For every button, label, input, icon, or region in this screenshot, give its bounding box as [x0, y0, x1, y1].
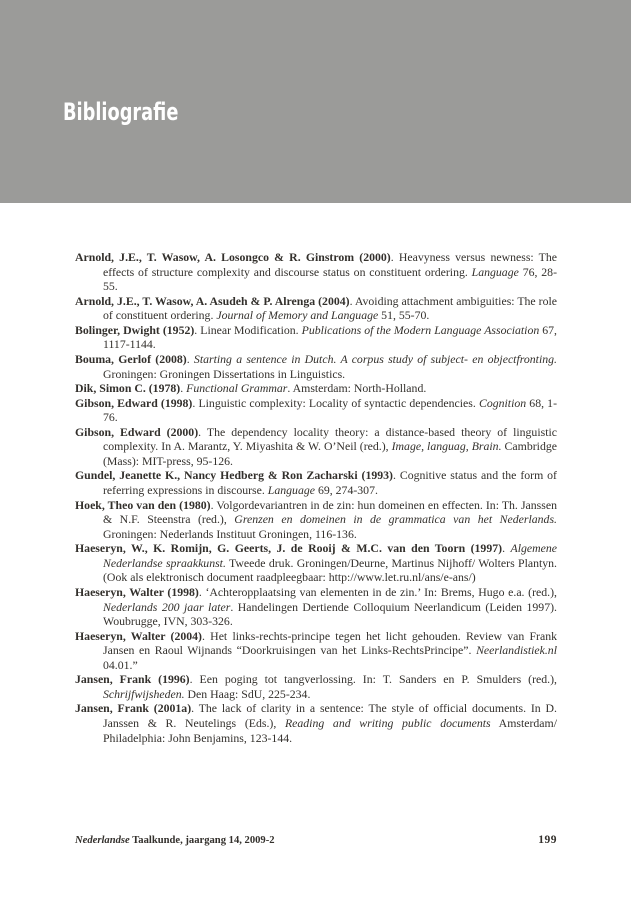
bibliography-entry	[75, 425, 557, 469]
entry-segment: . Heavyness versus newness: The effects of structure complexity and discourse status on constituent ordering.	[103, 250, 557, 279]
page-footer	[75, 834, 557, 846]
entry-segment: .	[180, 381, 187, 396]
bibliography-entry	[75, 672, 557, 701]
entry-segment: . ‘Achteropplaatsing van elementen in de zin.’ In: Brems, Hugo e.a. (red.),	[198, 584, 557, 599]
entry-segment: . Volgordevariantren in de zin: hun domeinen en effecten. In: Th. Janssen & N.F. Steenstra (red.),	[103, 497, 557, 527]
bibliography-entry	[75, 585, 557, 629]
page-number: 199	[538, 834, 557, 846]
entry-segment: Cambridge (Mass): MIT-press, 95-126.	[103, 439, 557, 468]
page-header-band	[0, 0, 631, 203]
entry-segment: Reading and writing public documents	[284, 716, 491, 730]
entry-segment: Gibson, Edward (2000)	[75, 424, 199, 439]
bibliography-entry	[75, 323, 557, 352]
entry-segment: . Cognitive status and the form of referring expressions in discourse.	[103, 468, 557, 497]
entry-segment: Starting a sentence in Dutch. A corpus study of subject- en objectfronting.	[193, 351, 557, 366]
entry-segment: Functional Grammar	[186, 381, 288, 396]
entry-segment: Haeseryn, Walter (2004)	[75, 628, 202, 643]
bibliography-list	[75, 250, 557, 745]
entry-segment: . Handelingen Dertiende Colloquium Neerlandicum (Leiden 1997). Woubrugge, IVN, 303-326.	[103, 599, 557, 629]
entry-segment: 67, 1117-1144.	[103, 322, 558, 352]
entry-segment: .	[502, 541, 511, 556]
entry-segment: . Avoiding attachment ambiguities: The role of constituent ordering.	[103, 293, 557, 323]
journal-issue-text: Taalkunde, jaargang 14, 2009-2	[129, 835, 275, 846]
entry-segment: Groningen: Nederlands Instituut Groningen, 116-136.	[103, 526, 357, 541]
entry-segment: Den Haag: SdU, 225-234.	[184, 686, 311, 701]
entry-segment: Amsterdam/ Philadelphia: John Benjamins, 123-144.	[103, 716, 557, 745]
entry-segment: Haeseryn, W., K. Romijn, G. Geerts, J. de Rooij & M.C. van den Toorn (1997)	[75, 541, 503, 556]
entry-segment: . Amsterdam: North-Holland.	[287, 381, 427, 396]
entry-segment: Neerlandistiek.nl	[476, 643, 557, 658]
bibliography-entry	[75, 541, 557, 585]
entry-segment: Bouma, Gerlof (2008)	[75, 351, 187, 366]
entry-segment: .	[186, 351, 194, 366]
bibliography-entry	[75, 352, 557, 381]
entry-segment: Jansen, Frank (2001a)	[75, 701, 192, 716]
entry-segment: 69, 274-307.	[315, 483, 378, 497]
entry-segment: Journal of Memory and Language	[216, 308, 379, 323]
bibliography-entry	[75, 498, 557, 542]
entry-segment: Grenzen en domeinen in de grammatica van het Nederlands.	[234, 512, 557, 527]
entry-segment: . The dependency locality theory: a distance-based theory of linguistic complexity. In A. Marantz, Y. Miyashita & W. O’Neil (red.),	[103, 424, 557, 454]
entry-segment: Cognition	[478, 395, 527, 410]
entry-segment: Groningen: Groningen Dissertations in Linguistics.	[103, 366, 346, 381]
entry-segment: 51, 55-70.	[378, 308, 430, 323]
journal-name-italic: Nederlandse	[75, 835, 130, 846]
entry-segment: Algemene Nederlandse spraakkunst.	[103, 541, 557, 570]
entry-segment: Schrijfwijsheden.	[103, 686, 185, 701]
page-title: Bibliografie	[63, 98, 179, 126]
bibliography-entry	[75, 294, 557, 323]
entry-segment: Language	[267, 483, 315, 497]
journal-line	[75, 835, 275, 846]
bibliography-entry	[75, 629, 557, 673]
entry-segment: Arnold, J.E., T. Wasow, A. Losongco & R. Ginstrom (2000)	[75, 250, 391, 264]
entry-segment: Publications of the Modern Language Association	[301, 322, 540, 337]
bibliography-entry	[75, 396, 557, 425]
entry-segment: Jansen, Frank (1996)	[75, 672, 190, 687]
entry-segment: Image, languag, Brain.	[391, 439, 502, 454]
entry-segment: Language	[471, 264, 519, 279]
bibliography-entry	[75, 250, 557, 294]
entry-segment: . Linguistic complexity: Locality of syntactic dependencies.	[192, 395, 479, 410]
entry-segment: Haeseryn, Walter (1998)	[75, 584, 199, 599]
entry-segment: Bolinger, Dwight (1952)	[75, 322, 195, 337]
entry-segment: Hoek, Theo van den (1980)	[75, 497, 211, 512]
entry-segment: Gundel, Jeanette K., Nancy Hedberg & Ron Zacharski (1993)	[75, 468, 393, 483]
entry-segment: 68, 1-76.	[103, 395, 557, 425]
bibliography-entry	[75, 468, 557, 497]
entry-segment: Arnold, J.E., T. Wasow, A. Asudeh & P. Alrenga (2004)	[75, 293, 350, 308]
entry-segment: Dik, Simon C. (1978)	[75, 381, 181, 396]
entry-segment: . Linear Modification.	[194, 322, 302, 337]
entry-segment: . The lack of clarity in a sentence: The style of official documents. In D. Janssen & R. Neutelings (Eds.),	[103, 701, 557, 730]
entry-segment: Gibson, Edward (1998)	[75, 395, 193, 410]
entry-segment: . Het links-rechts-principe tegen het licht gehouden. Review van Frank Jansen en Raoul Wijnands “Doorkruisingen van het Links-RechtsPrincipe”.	[103, 628, 557, 658]
entry-segment: . Een poging tot tangverlossing. In: T. Sanders en P. Smulders (red.),	[189, 672, 557, 687]
entry-segment: Nederlands 200 jaar later	[103, 599, 231, 614]
bibliography-entry	[75, 381, 557, 396]
entry-segment: Tweede druk. Groningen/Deurne, Martinus Nijhoff/ Wolters Plantyn. (Ook als elektronisch document raadpleegbaar: http://www.let.ru.nl/ans/e-ans/)	[103, 555, 557, 585]
entry-segment: 76, 28-55.	[103, 264, 557, 294]
bibliography-entry	[75, 701, 557, 745]
entry-segment: 04.01.”	[103, 657, 138, 672]
